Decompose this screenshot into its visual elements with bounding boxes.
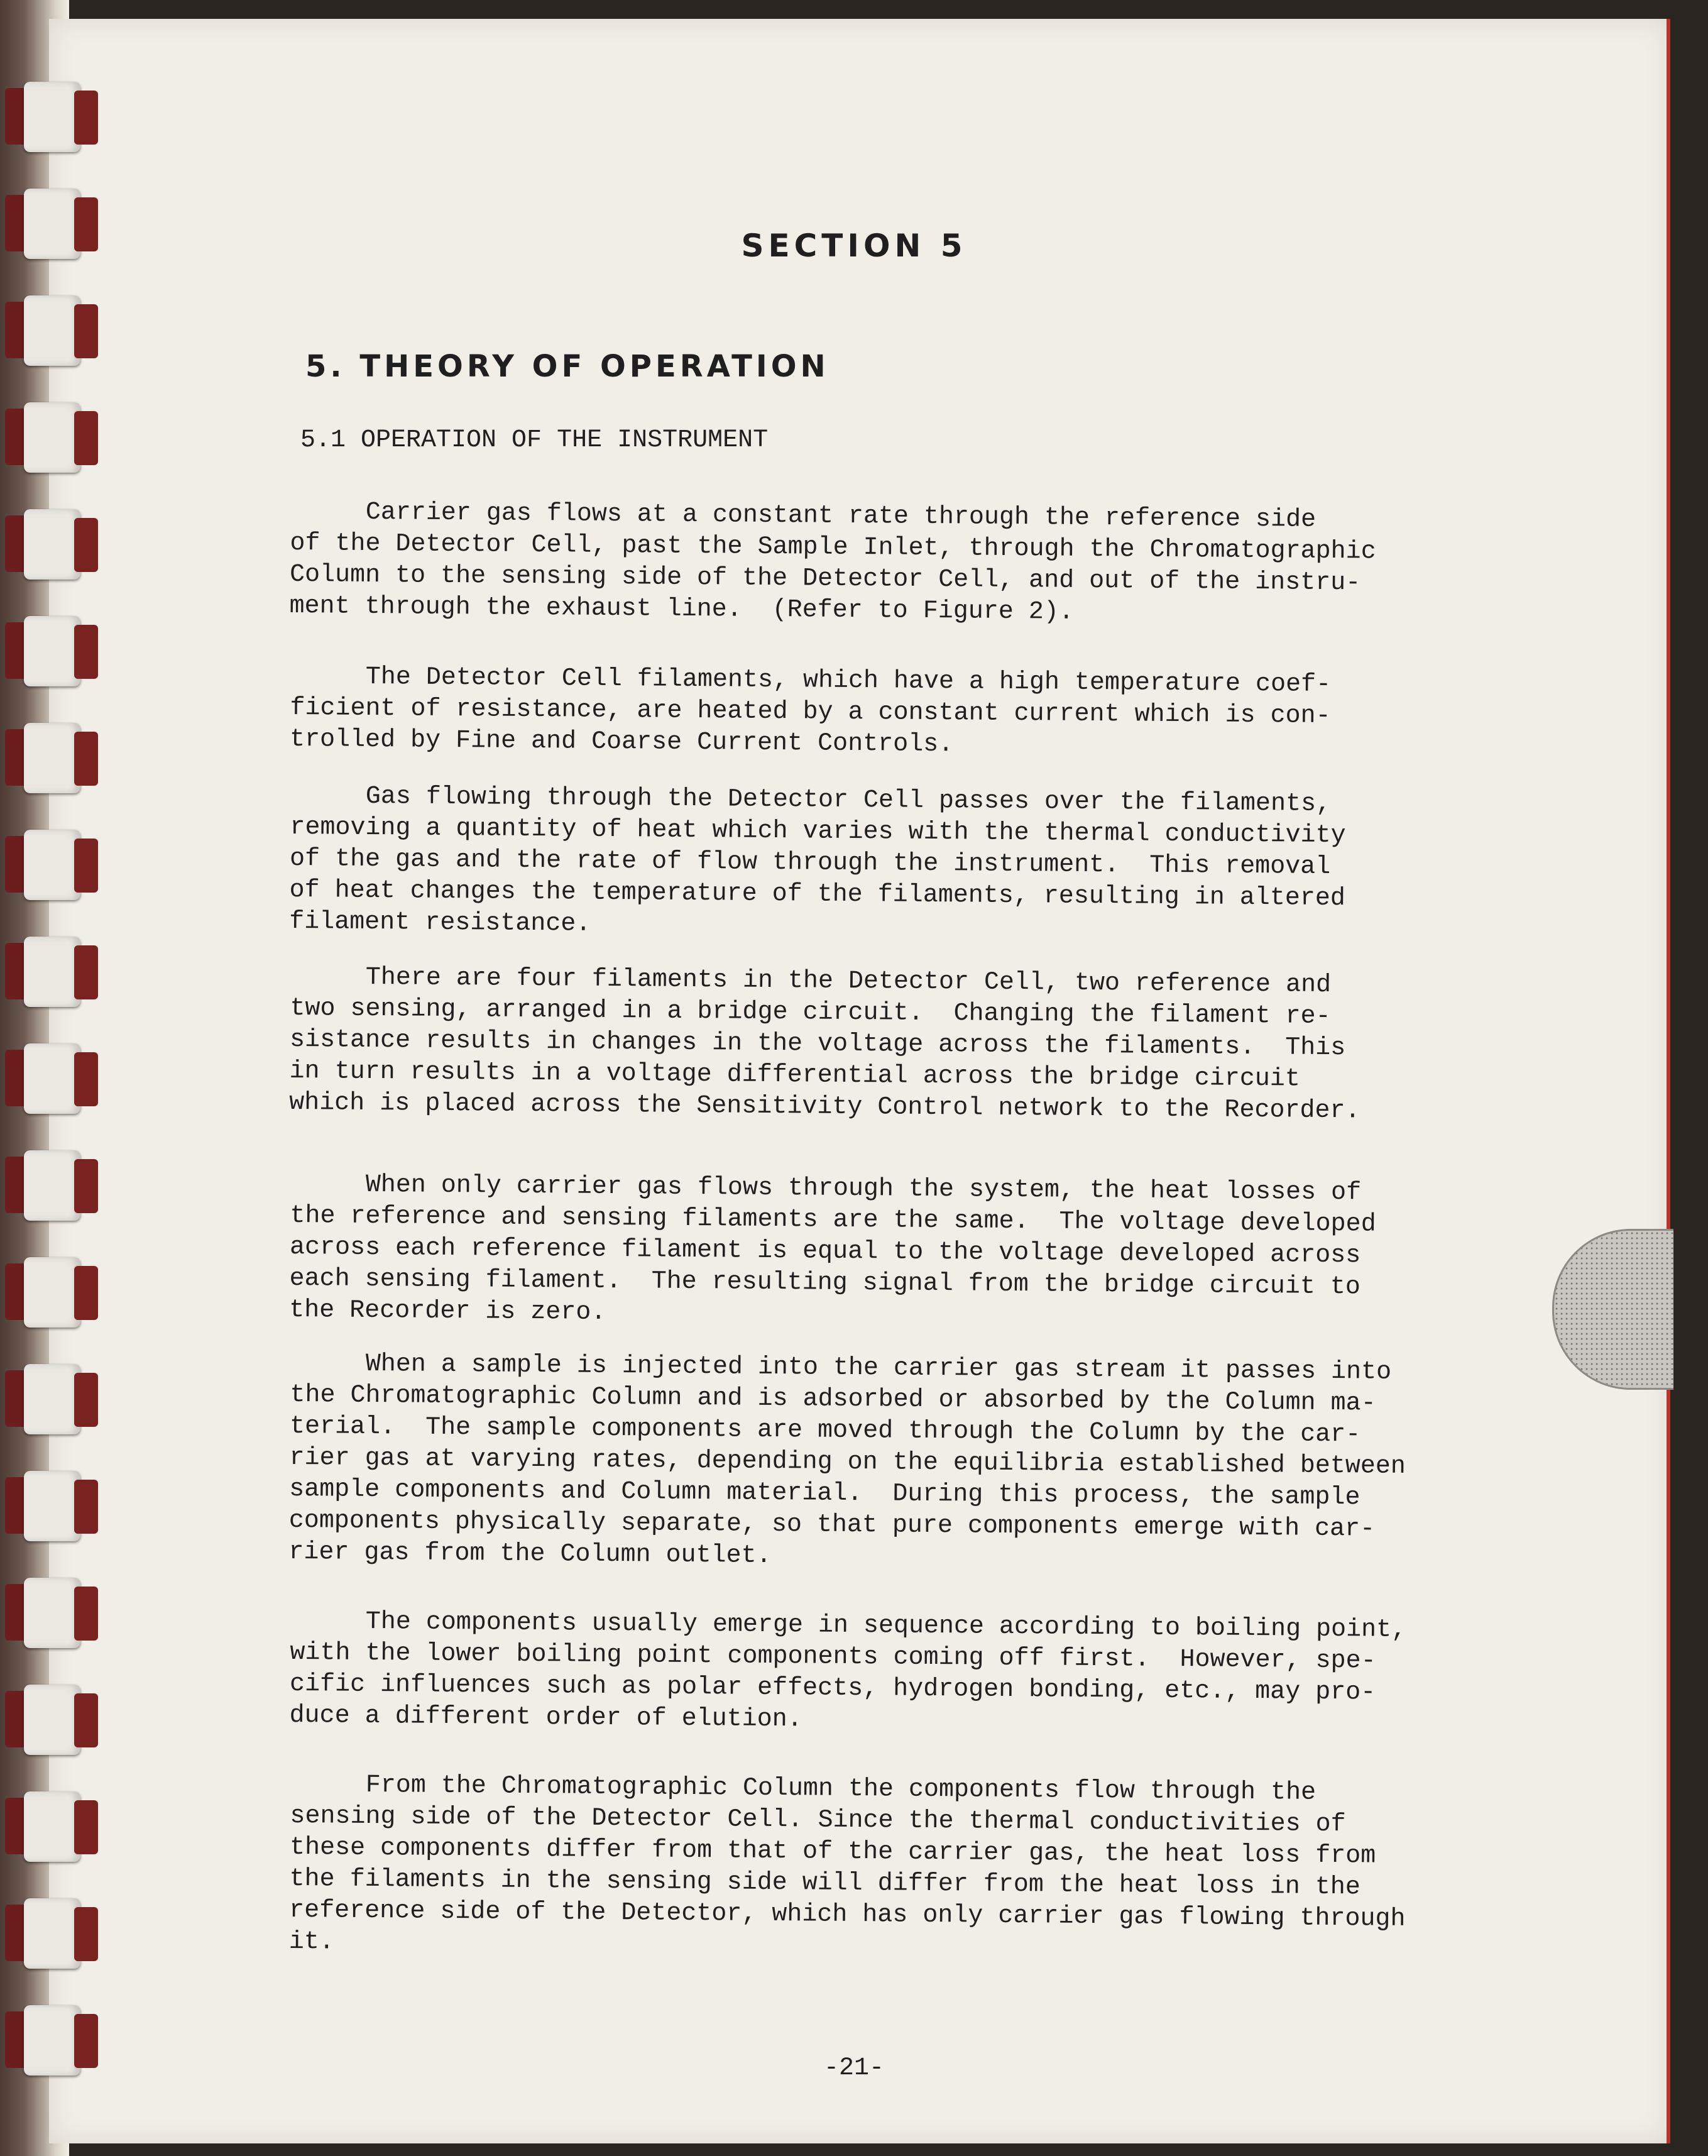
- paragraph-line: sample components and Column material. During this process, the sample: [289, 1475, 1360, 1512]
- binding-ring: [5, 1150, 99, 1221]
- page-number: -21-: [823, 2054, 884, 2082]
- paragraph-line: The components usually emerge in sequence according to boiling point,: [290, 1607, 1407, 1644]
- paragraph-line: the filaments in the sensing side will differ from the heat loss in the: [289, 1864, 1361, 1902]
- paragraph-line: components physically separate, so that pure components emerge with car-: [288, 1506, 1376, 1544]
- chapter-heading: 5. THEORY OF OPERATION: [305, 349, 829, 384]
- paragraph-line: with the lower boiling point components coming off first. However, spe-: [290, 1638, 1376, 1676]
- paragraph-line: filament resistance.: [289, 907, 591, 938]
- paragraph-line: trolled by Fine and Coarse Current Controls.: [289, 725, 954, 759]
- paragraph-line: From the Chromatographic Column the components flow through the: [290, 1771, 1317, 1807]
- binding-ring: [5, 616, 99, 686]
- binding-ring: [5, 402, 99, 473]
- paragraph-line: across each reference filament is equal to the voltage developed across: [289, 1233, 1361, 1270]
- paragraph-line: rier gas from the Column outlet.: [288, 1537, 772, 1571]
- binding-ring: [5, 1898, 99, 1969]
- paragraph: [289, 781, 1484, 947]
- section-heading: SECTION 5: [741, 228, 967, 264]
- binding-ring: [5, 82, 99, 152]
- paragraph-line: reference side of the Detector, which has only carrier gas flowing through: [289, 1896, 1406, 1933]
- paragraph-line: The Detector Cell filaments, which have a high temperature coef-: [290, 662, 1332, 700]
- paragraph: [290, 661, 1484, 765]
- paragraph-line: When a sample is injected into the carrier gas stream it passes into: [290, 1350, 1392, 1387]
- paragraph-line: these components differ from that of the carrier gas, the heat loss from: [289, 1833, 1376, 1871]
- paragraph: [289, 1606, 1484, 1741]
- paragraph-line: sensing side of the Detector Cell. Since the thermal conductivities of: [290, 1801, 1346, 1839]
- binding-ring: [5, 830, 99, 900]
- paragraph-line: ment through the exhaust line. (Refer to Figure 2).: [289, 591, 1074, 627]
- paragraph-line: ficient of resistance, are heated by a constant current which is con-: [290, 693, 1331, 731]
- binding-ring: [5, 937, 99, 1007]
- paragraph-line: in turn results in a voltage differential across the bridge circuit: [289, 1057, 1301, 1094]
- paragraph-line: sistance results in changes in the voltage across the filaments. This: [289, 1025, 1346, 1063]
- paragraph-line: the Chromatographic Column and is adsorbed or absorbed by the Column ma-: [290, 1380, 1376, 1418]
- paragraph: [289, 962, 1484, 1128]
- paragraph-line: removing a quantity of heat which varies with the thermal conductivity: [290, 813, 1346, 850]
- paragraph-line: Carrier gas flows at a constant rate through the reference side: [290, 497, 1317, 534]
- paragraph-line: the Recorder is zero.: [289, 1295, 606, 1327]
- paragraph-line: There are four filaments in the Detector Cell, two reference and: [290, 962, 1332, 1000]
- binding-ring: [5, 1791, 99, 1862]
- paragraph-line: of the Detector Cell, past the Sample Inlet, through the Chromatographic: [290, 529, 1376, 566]
- paragraph-line: When only carrier gas flows through the system, the heat losses of: [290, 1170, 1362, 1207]
- subsection-heading: 5.1 OPERATION OF THE INSTRUMENT: [300, 426, 769, 454]
- paragraph-line: of the gas and the rate of flow through the instrument. This removal: [289, 844, 1331, 882]
- paragraph-line: Column to the sensing side of the Detector Cell, and out of the instru-: [289, 560, 1361, 598]
- paragraph: [288, 1348, 1484, 1578]
- paragraph: [289, 497, 1484, 632]
- paragraph-line: two sensing, arranged in a bridge circuit. Changing the filament re-: [290, 994, 1331, 1031]
- paragraph-line: terial. The sample components are moved through the Column by the car-: [289, 1412, 1361, 1449]
- binding-ring: [5, 1471, 99, 1541]
- paragraph-line: the reference and sensing filaments are the same. The voltage developed: [290, 1201, 1376, 1239]
- binding-ring: [5, 1043, 99, 1114]
- paragraph-line: of heat changes the temperature of the filaments, resulting in altered: [289, 876, 1346, 913]
- paragraph-line: duce a different order of elution.: [289, 1701, 802, 1734]
- paragraph: [289, 1169, 1484, 1336]
- paragraph-line: cific influences such as polar effects, hydrogen bonding, etc., may pro-: [289, 1669, 1376, 1707]
- paragraph-line: each sensing filament. The resulting signal from the bridge circuit to: [289, 1264, 1361, 1302]
- binding-ring: [5, 1578, 99, 1648]
- paragraph-line: it.: [288, 1927, 335, 1957]
- binding-ring: [5, 509, 99, 580]
- binding-ring: [5, 1257, 99, 1328]
- paragraph-line: Gas flowing through the Detector Cell passes over the filaments,: [290, 781, 1332, 819]
- paragraph: [289, 1769, 1484, 1967]
- paragraph-line: which is placed across the Sensitivity Control network to the Recorder.: [289, 1088, 1360, 1126]
- binding-ring: [5, 723, 99, 793]
- paragraph-line: rier gas at varying rates, depending on the equilibria established between: [289, 1443, 1406, 1481]
- binding-ring: [5, 295, 99, 366]
- binding-ring: [5, 1364, 99, 1434]
- binding-ring: [5, 1685, 99, 1755]
